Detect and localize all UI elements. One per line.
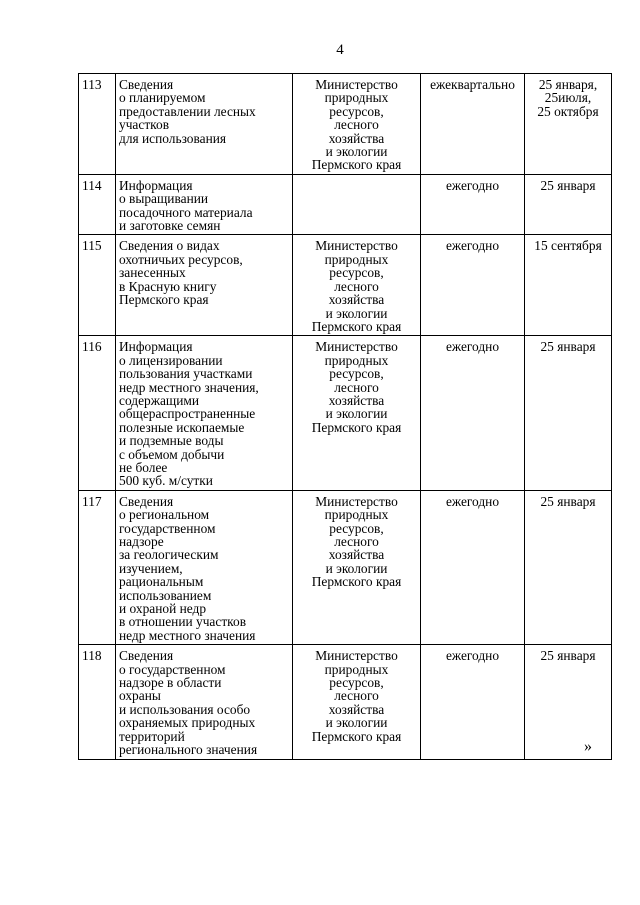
report-table — [78, 73, 612, 760]
row-deadline: 25 января — [525, 490, 612, 644]
row-frequency: ежегодно — [421, 235, 525, 336]
closing-quote-mark: » — [584, 738, 592, 755]
row-frequency: ежегодно — [421, 336, 525, 490]
row-frequency: ежегодно — [421, 490, 525, 644]
table-row — [79, 336, 612, 490]
row-deadline: 25 января — [525, 174, 612, 235]
row-deadline: 25 января — [525, 645, 612, 759]
row-description: Сведения о региональном государственном надзоре за геологическим изучением, рациональным использованием и охраной недр в отношении участков недр местного значения — [116, 490, 293, 644]
table-row — [79, 235, 612, 336]
row-number: 113 — [79, 74, 116, 175]
row-frequency: ежеквартально — [421, 74, 525, 175]
row-deadline: 25 января, 25июля, 25 октября — [525, 74, 612, 175]
page-number: 4 — [336, 42, 344, 58]
row-organization: Министерство природных ресурсов, лесного хозяйства и экологии Пермского края — [293, 490, 421, 644]
row-organization: Министерство природных ресурсов, лесного хозяйства и экологии Пермского края — [293, 235, 421, 336]
table-row — [79, 490, 612, 644]
table-row — [79, 74, 612, 175]
table-row — [79, 174, 612, 235]
row-number: 116 — [79, 336, 116, 490]
row-number: 114 — [79, 174, 116, 235]
row-description: Информация о выращивании посадочного материала и заготовке семян — [116, 174, 293, 235]
row-organization: Министерство природных ресурсов, лесного хозяйства и экологии Пермского края — [293, 336, 421, 490]
row-deadline: 25 января — [525, 336, 612, 490]
row-description: Информация о лицензировании пользования участками недр местного значения, содержащими общераспространенные полезные ископаемые и подземные воды с объемом добычи не более 500 куб. м/сутки — [116, 336, 293, 490]
row-description: Сведения о видах охотничьих ресурсов, занесенных в Красную книгу Пермского края — [116, 235, 293, 336]
row-organization: Министерство природных ресурсов, лесного хозяйства и экологии Пермского края — [293, 74, 421, 175]
row-number: 115 — [79, 235, 116, 336]
row-organization: Министерство природных ресурсов, лесного хозяйства и экологии Пермского края — [293, 645, 421, 759]
row-frequency: ежегодно — [421, 174, 525, 235]
row-number: 118 — [79, 645, 116, 759]
row-number: 117 — [79, 490, 116, 644]
row-description: Сведения о планируемом предоставлении лесных участков для использования — [116, 74, 293, 175]
row-frequency: ежегодно — [421, 645, 525, 759]
row-deadline: 15 сентября — [525, 235, 612, 336]
row-description: Сведения о государственном надзоре в области охраны и использования особо охраняемых природных территорий регионального значения — [116, 645, 293, 759]
table-row — [79, 645, 612, 759]
row-organization — [293, 174, 421, 235]
